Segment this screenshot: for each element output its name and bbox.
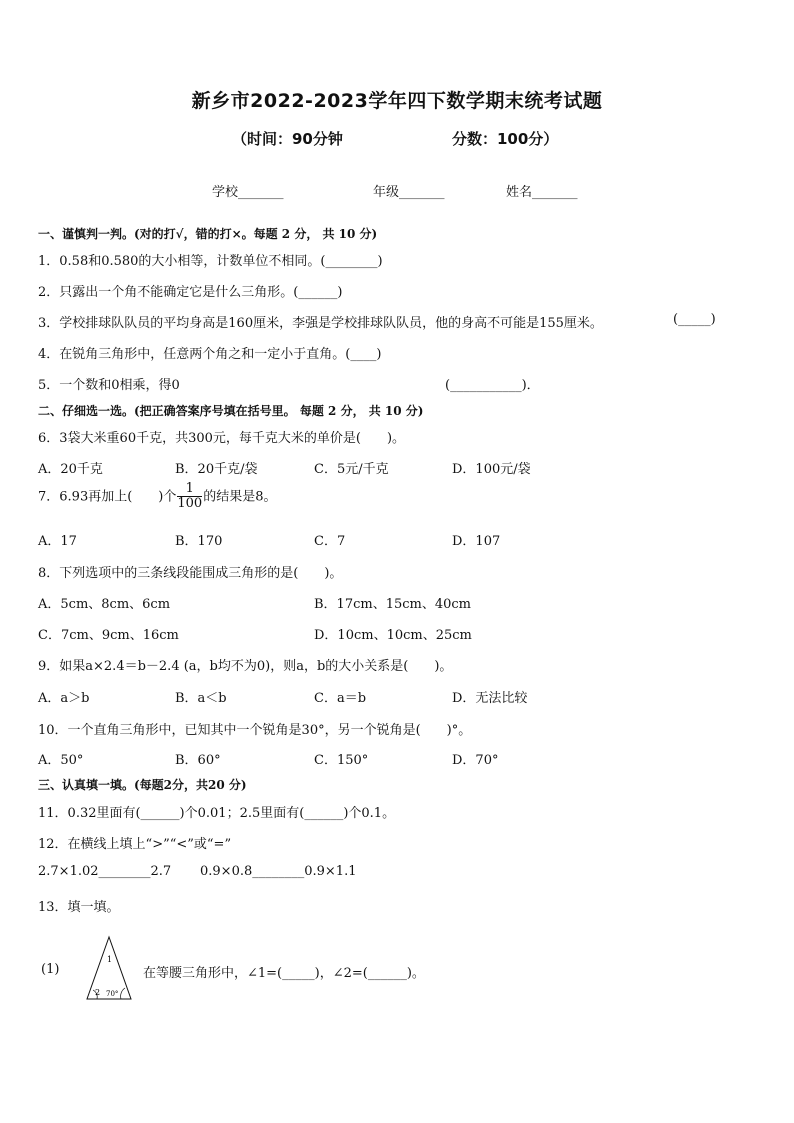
q13-subitem-label: (1) [41, 962, 60, 977]
question-5-blank: (___________)． [445, 378, 540, 393]
q7-text-before: 7．6.93再加上( )个 [38, 489, 177, 505]
q7-text-after: 的结果是8。 [203, 489, 277, 505]
angle-70-label: 70° [106, 990, 119, 998]
name-field: 姓名_______ [506, 185, 578, 200]
q7-fraction [177, 482, 202, 512]
question-12: 12．在横线上填上“>”“<”或“=” [38, 837, 232, 852]
question-7 [38, 482, 276, 512]
q13-subitem-text: 在等腰三角形中，∠1=(_____)，∠2=(______)。 [143, 966, 425, 981]
q7-option-a: A．17 [38, 534, 77, 549]
q8-option-b: B．17cm、15cm、40cm [314, 597, 472, 612]
question-10: 10．一个直角三角形中，已知其中一个锐角是30°，另一个锐角是( )°。 [38, 723, 472, 738]
q7-numerator: 1 [177, 482, 202, 497]
q9-option-b: B．a＜b [175, 691, 227, 706]
q7-option-b: B．170 [175, 534, 223, 549]
q8-option-d: D．10cm、10cm、25cm [314, 628, 472, 643]
page-title: 新乡市2022-2023学年四下数学期末统考试题 [191, 90, 603, 112]
isosceles-triangle-figure [84, 934, 136, 1002]
exam-score: 分数：100分） [452, 130, 559, 148]
q7-denominator: 100 [177, 496, 203, 512]
q10-option-a: A．50° [38, 753, 84, 768]
question-4: 4．在锐角三角形中，任意两个角之和一定小于直角。(____) [38, 347, 382, 362]
question-9: 9．如果a×2.4＝b－2.4 (a，b均不为0)，则a，b的大小关系是( )。 [38, 659, 453, 674]
section-3-heading: 三、认真填一填。(每题2分，共20 分) [38, 778, 247, 792]
q10-option-b: B．60° [175, 753, 221, 768]
q8-option-a: A．5cm、8cm、6cm [38, 597, 171, 612]
q9-option-a: A．a＞b [38, 691, 90, 706]
question-6: 6．3袋大米重60千克，共300元，每千克大米的单价是( )。 [38, 431, 406, 446]
question-8: 8．下列选项中的三条线段能围成三角形的是( )。 [38, 566, 343, 581]
q8-option-c: C．7cm、9cm、16cm [38, 628, 179, 643]
q12-item-b: 0.9×0.8________0.9×1.1 [200, 864, 357, 879]
q7-option-c: C．7 [314, 534, 346, 549]
section-1-heading: 一、谨慎判一判。(对的打√，错的打×。每题 2 分， 共 10 分) [38, 227, 378, 241]
q6-option-d: D．100元/袋 [452, 462, 531, 477]
question-13: 13．填一填。 [38, 900, 120, 915]
q9-option-c: C．a＝b [314, 691, 367, 706]
q10-option-d: D．70° [452, 753, 499, 768]
q9-option-d: D．无法比较 [452, 691, 528, 706]
q6-option-a: A．20千克 [38, 462, 103, 477]
q12-item-a: 2.7×1.02________2.7 [38, 864, 172, 879]
question-11: 11．0.32里面有(______)个0.01；2.5里面有(______)个0.1。 [38, 806, 396, 821]
exam-time: （时间：90分钟 [232, 130, 343, 148]
question-1: 1．0.58和0.580的大小相等，计数单位不相同。(________) [38, 254, 383, 269]
angle-1-label: 1 [107, 955, 113, 964]
section-2-heading: 二、仔细选一选。(把正确答案序号填在括号里。 每题 2 分， 共 10 分) [38, 404, 424, 418]
question-2: 2．只露出一个角不能确定它是什么三角形。(______) [38, 285, 343, 300]
grade-field: 年级_______ [373, 185, 445, 200]
q7-option-d: D．107 [452, 534, 501, 549]
q10-option-c: C．150° [314, 753, 369, 768]
angle-70-arc [121, 988, 125, 999]
school-field: 学校_______ [212, 185, 284, 200]
angle-2-label: 2 [95, 988, 101, 997]
question-3-blank: (_____) [673, 312, 716, 327]
q6-option-c: C．5元/千克 [314, 462, 389, 477]
question-3: 3．学校排球队队员的平均身高是160厘米，李强是学校排球队队员，他的身高不可能是155厘米。 [38, 316, 603, 331]
q6-option-b: B．20千克/袋 [175, 462, 258, 477]
question-5: 5．一个数和0相乘，得0 [38, 378, 180, 393]
